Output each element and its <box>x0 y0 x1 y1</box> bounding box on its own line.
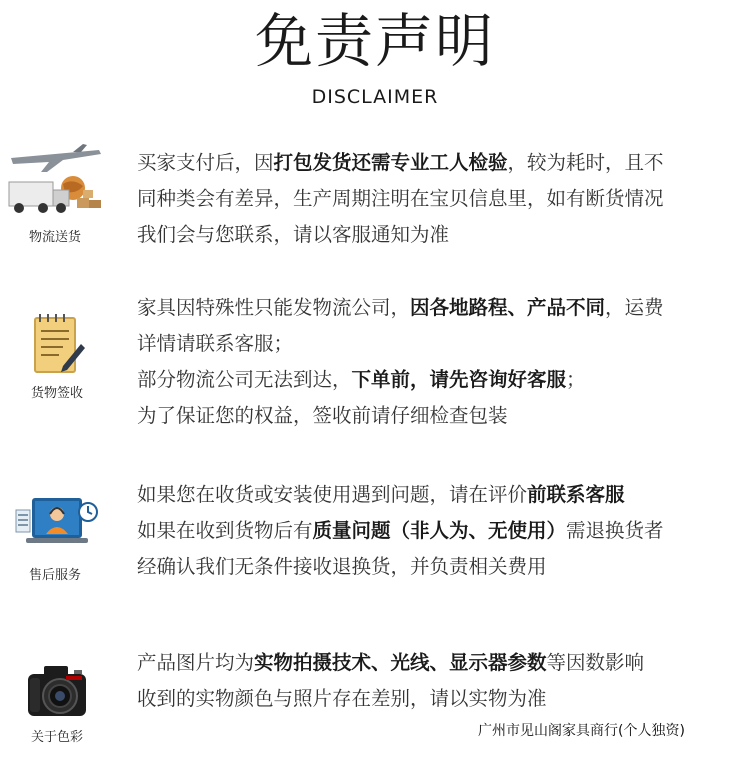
text-line: 部分物流公司无法到达，下单前，请先咨询好客服； <box>137 368 586 391</box>
text-line: 详情请联系客服； <box>137 332 294 355</box>
text-line: 我们会与您联系，请以客服通知为准 <box>137 223 450 246</box>
sign-icon-block <box>2 312 112 401</box>
service-label: 售后服务 <box>28 568 81 583</box>
sign-document-icon <box>27 312 87 378</box>
shop-name-footer: 广州市见山阁家具商行(个人独资) <box>478 723 685 739</box>
text-line: 如果您在收货或安装使用遇到问题，请在评价前联系客服 <box>137 483 625 506</box>
sign-label: 货物签收 <box>30 386 83 401</box>
delivery-icon-block <box>0 142 110 245</box>
delivery-text <box>137 145 664 253</box>
service-icon-block <box>0 492 110 583</box>
camera-icon <box>22 660 92 722</box>
delivery-icon <box>3 142 107 222</box>
text-line: 买家支付后，因打包发货还需专业工人检验，较为耗时，且不 <box>137 151 664 174</box>
text-line: 收到的实物颜色与照片存在差别，请以实物为准 <box>137 687 547 710</box>
text-line: 家具因特殊性只能发物流公司，因各地路程、产品不同，运费 <box>137 296 664 319</box>
page-title: 免责声明 <box>254 7 495 75</box>
text-line: 经确认我们无条件接收退换货，并负责相关费用 <box>137 555 547 578</box>
camera-icon-block <box>2 660 112 745</box>
color-label: 关于色彩 <box>30 730 83 745</box>
sign-text <box>137 290 664 434</box>
text-line: 为了保证您的权益，签收前请仔细检查包装 <box>137 404 508 427</box>
text-line: 产品图片均为实物拍摄技术、光线、显示器参数等因数影响 <box>137 651 645 674</box>
text-line: 同种类会有差异，生产周期注明在宝贝信息里，如有断货情况 <box>137 187 664 210</box>
page-subtitle: DISCLAIMER <box>311 86 439 108</box>
delivery-label: 物流送货 <box>28 230 81 245</box>
color-text <box>137 645 644 717</box>
customer-service-icon <box>10 492 100 560</box>
service-text <box>137 477 664 585</box>
text-line: 如果在收到货物后有质量问题（非人为、无使用）需退换货者 <box>137 519 664 542</box>
